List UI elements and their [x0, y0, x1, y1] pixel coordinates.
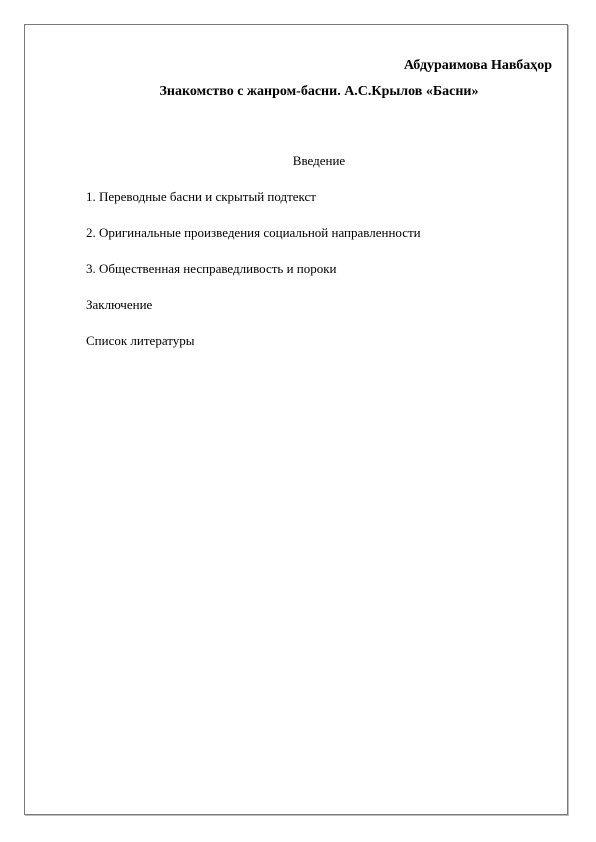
document-title: Знакомство с жанром-басни. А.С.Крылов «Басни» — [159, 84, 479, 99]
page-frame — [24, 24, 568, 815]
author-name: Абдураимова Навбаҳор — [403, 58, 552, 73]
toc-item-conclusion: Заключение — [86, 297, 153, 312]
toc-item-chapter-1: 1. Переводные басни и скрытый подтекст — [86, 189, 316, 204]
toc-item-chapter-3: 3. Общественная несправедливость и пороки — [86, 261, 337, 276]
toc-item-chapter-2: 2. Оригинальные произведения социальной направленности — [86, 225, 421, 240]
table-of-contents — [86, 189, 421, 369]
toc-heading-introduction: Введение — [292, 153, 346, 168]
toc-item-bibliography: Список литературы — [86, 333, 195, 348]
